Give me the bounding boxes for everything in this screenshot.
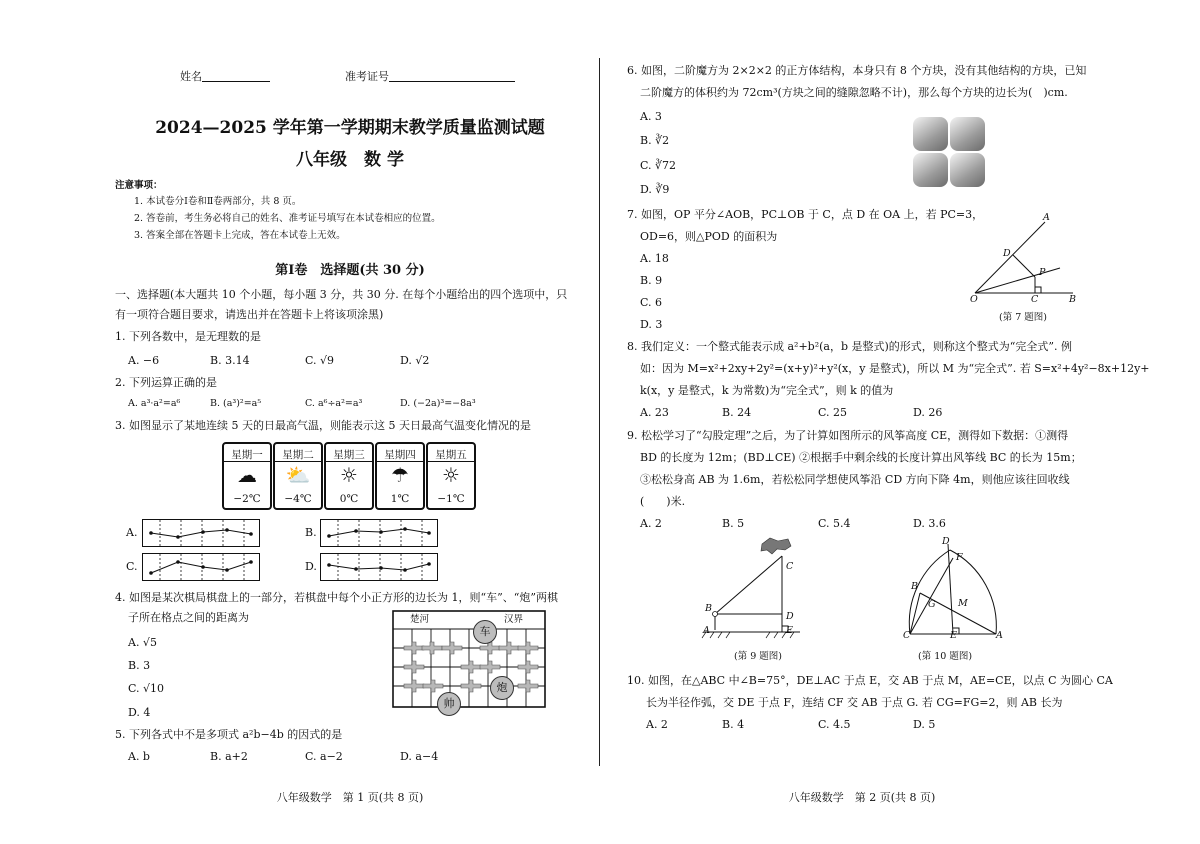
notice-title: 注意事项： <box>115 180 163 191</box>
question-7-stem-line: 7. 如图，OP 平分∠AOB，PC⊥OB 于 C，点 D 在 OA 上，若 PC=3， <box>627 208 984 221</box>
q6-option-a: A. 3 <box>640 110 662 123</box>
point-label: G <box>928 599 936 610</box>
name-field <box>180 70 270 82</box>
q2-option-c: C. a⁶÷a²=a³ <box>305 398 363 409</box>
q5-option-d: D. a−4 <box>400 750 439 763</box>
figure-9 <box>700 534 810 666</box>
question-9-line: ③松松身高 AB 为 1.6m，若松松同学想使风筝沿 CD 方向下降 4m，则他应该往回收线 <box>640 473 1070 486</box>
q6-option-b: B. ∛2 <box>640 134 670 147</box>
exam-title: 2024—2025 学年第一学期期末教学质量监测试题 <box>155 118 545 138</box>
q4-option-b: B. 3 <box>128 659 151 672</box>
q9-option-c: C. 5.4 <box>818 517 851 530</box>
question-10-line: 长为半径作弧，交 DE 于点 F，连结 CF 交 AB 于点 G. 若 CG=FG=2，则 AB 长为 <box>646 696 1063 709</box>
question-8-line: 如：因为 M=x²+2xy+2y²=(x+y)²+y²(x，y 是整式)，所以 M 为“完全式”. 若 S=x²+4y²−8x+12y+ <box>640 362 1150 375</box>
point-label: D <box>942 536 950 547</box>
question-9-line: BD 的长度为 12m；(BD⊥CE) ②根据手中剩余线的长度计算出风筝线 BC 的长为 15m； <box>640 451 1082 464</box>
name-label: 姓名 <box>180 70 202 83</box>
q10-option-d: D. 5 <box>913 718 936 731</box>
section-intro-line: 有一项符合题目要求，请选出并在答题卡上将该项涂黑) <box>115 308 384 321</box>
footer-left: 八年级数学 第 1 页(共 8 页) <box>276 791 424 804</box>
point-label: A <box>703 625 710 636</box>
question-10-line: 10. 如图，在△ABC 中∠B=75°，DE⊥AC 于点 E，交 AB 于点 M，AE=CE，以点 C 为圆心 CA <box>627 674 1113 687</box>
figure-7-caption: (第 7 题图) <box>999 312 1047 323</box>
point-label: B <box>1069 294 1076 305</box>
notice-item: 3. 答案全部在答题卡上完成，答在本试卷上无效。 <box>134 230 346 241</box>
point-label: D <box>786 611 794 622</box>
cube-block <box>913 117 948 151</box>
weather-day: 星期五 <box>435 449 467 461</box>
point-label: F <box>956 552 963 563</box>
q9-option-d: D. 3.6 <box>913 517 946 530</box>
rubiks-cube-image <box>913 117 985 187</box>
point-label: E <box>950 630 957 641</box>
point-label: C <box>786 561 794 572</box>
point-label: B <box>705 603 712 614</box>
q8-option-b: B. 24 <box>722 406 752 419</box>
angle-bisector-diagram <box>965 210 1085 308</box>
q3-option-d-label: D. <box>305 560 317 573</box>
question-2-stem: 2. 下列运算正确的是 <box>115 376 217 389</box>
point-label: E <box>786 625 793 636</box>
point-label: C <box>1031 294 1039 305</box>
q3-option-d-graph <box>320 553 438 581</box>
chess-board-figure <box>392 610 546 708</box>
q3-option-c-graph <box>142 553 260 581</box>
q3-option-b-label: B. <box>305 526 317 539</box>
q6-option-d: D. ∛9 <box>640 183 670 196</box>
q8-option-d: D. 26 <box>913 406 943 419</box>
page-divider <box>599 58 600 766</box>
point-label: B <box>911 581 918 592</box>
sun-icon: ☼ <box>442 463 460 487</box>
q7-option-b: B. 9 <box>640 274 663 287</box>
question-7-stem-line: OD=6，则△POD 的面积为 <box>640 230 778 243</box>
weather-separator <box>377 461 423 462</box>
q1-option-b: B. 3.14 <box>210 354 250 367</box>
weather-card-tue <box>273 442 323 510</box>
weather-card-fri <box>426 442 476 510</box>
question-3-stem: 3. 如图显示了某地连续 5 天的日最高气温，则能表示这 5 天日最高气温变化情况的是 <box>115 419 531 432</box>
question-4-stem-line: 4. 如图是某次棋局棋盘上的一部分，若棋盘中每个小正方形的边长为 1，则“车”、“炮”两棋 <box>115 591 558 604</box>
weather-day: 星期一 <box>231 449 263 461</box>
q10-option-a: A. 2 <box>646 718 668 731</box>
question-8-line: 8. 我们定义：一个整式能表示成 a²+b²(a，b 是整式)的形式，则称这个整式为“完全式”. 例 <box>627 340 1073 353</box>
line-graph <box>143 554 259 580</box>
q10-option-b: B. 4 <box>722 718 745 731</box>
q2-option-d: D. (−2a)³=−8a³ <box>400 398 476 409</box>
weather-separator <box>428 461 474 462</box>
figure-9-caption: (第 9 题图) <box>734 651 782 662</box>
q7-option-a: A. 18 <box>640 252 669 265</box>
figure-10-caption: (第 10 题图) <box>918 651 973 662</box>
question-6-stem-line: 6. 如图，二阶魔方为 2×2×2 的正方体结构，本身只有 8 个方块，没有其他结构的方块，已知 <box>627 64 1087 77</box>
exam-subtitle: 八年级 数 学 <box>296 150 404 170</box>
cube-block <box>950 117 985 151</box>
question-9-line: ( )米. <box>640 495 686 508</box>
weather-separator <box>275 461 321 462</box>
q8-option-c: C. 25 <box>818 406 848 419</box>
point-label: A <box>1043 212 1050 223</box>
line-graph <box>143 520 259 546</box>
board-right-label: 汉界 <box>504 614 524 625</box>
line-graph <box>321 554 437 580</box>
exam-id-label: 准考证号 <box>345 70 389 83</box>
weather-separator <box>326 461 372 462</box>
point-label: D <box>1003 248 1011 259</box>
point-label: M <box>958 598 968 609</box>
q1-option-a: A. −6 <box>128 354 160 367</box>
point-label: O <box>970 294 978 305</box>
notice-item: 1. 本试卷分Ⅰ卷和Ⅱ卷两部分，共 8 页。 <box>134 196 302 207</box>
q3-option-b-graph <box>320 519 438 547</box>
q7-option-c: C. 6 <box>640 296 663 309</box>
weather-card-mon <box>222 442 272 510</box>
section-title: 第Ⅰ卷 选择题(共 30 分) <box>275 263 425 278</box>
exam-id-blank <box>389 70 515 82</box>
weather-temp: −1℃ <box>437 493 465 505</box>
q2-option-b: B. (a³)²=a⁵ <box>210 398 262 409</box>
weather-card-wed <box>324 442 374 510</box>
figure-10 <box>898 534 1010 666</box>
weather-temp: −2℃ <box>233 493 261 505</box>
q1-option-c: C. √9 <box>305 354 335 367</box>
q3-option-c-label: C. <box>126 560 138 573</box>
kite-shape <box>761 538 791 554</box>
rain-icon: ☂ <box>391 463 409 487</box>
sun-icon: ☼ <box>340 463 358 487</box>
board-left-label: 楚河 <box>410 614 430 625</box>
question-5-stem: 5. 下列各式中不是多项式 a²b−4b 的因式的是 <box>115 728 343 741</box>
q10-option-c: C. 4.5 <box>818 718 851 731</box>
weather-day: 星期二 <box>282 449 314 461</box>
figure-7 <box>965 210 1085 325</box>
partly-cloudy-icon: ⛅ <box>285 463 311 487</box>
weather-temp: 0℃ <box>339 493 359 505</box>
exam-id-field <box>345 70 515 82</box>
cloud-icon: ☁ <box>237 463 257 487</box>
weather-day: 星期四 <box>384 449 416 461</box>
q8-option-a: A. 23 <box>640 406 669 419</box>
q3-option-a-graph <box>142 519 260 547</box>
chess-piece-pao: 炮 <box>490 676 514 700</box>
question-4-stem-line: 子所在格点之间的距离为 <box>128 611 249 624</box>
question-1-stem: 1. 下列各数中，是无理数的是 <box>115 330 261 343</box>
cube-block <box>913 153 948 187</box>
q4-option-d: D. 4 <box>128 706 151 719</box>
q2-option-a: A. a³·a²=a⁶ <box>128 398 181 409</box>
q7-option-d: D. 3 <box>640 318 663 331</box>
q3-option-a-label: A. <box>126 526 138 539</box>
q4-option-c: C. √10 <box>128 682 165 695</box>
name-blank <box>202 70 270 82</box>
chess-piece-shuai: 帅 <box>437 692 461 716</box>
chess-piece-che: 车 <box>473 620 497 644</box>
q9-option-b: B. 5 <box>722 517 745 530</box>
line-graph <box>321 520 437 546</box>
weather-card-thu <box>375 442 425 510</box>
q5-option-b: B. a+2 <box>210 750 248 763</box>
weather-separator <box>224 461 270 462</box>
notice-item: 2. 答卷前，考生务必将自己的姓名、准考证号填写在本试卷相应的位置。 <box>134 213 441 224</box>
q5-option-a: A. b <box>128 750 150 763</box>
point-label: A <box>996 630 1003 641</box>
cube-block <box>950 153 985 187</box>
question-6-stem-line: 二阶魔方的体积约为 72cm³(方块之间的缝隙忽略不计)，那么每个方块的边长为( )cm. <box>640 86 1068 99</box>
q6-option-c: C. ∛72 <box>640 159 677 172</box>
footer-right: 八年级数学 第 2 页(共 8 页) <box>788 791 936 804</box>
point-label: C <box>903 630 911 641</box>
q4-option-a: A. √5 <box>128 636 157 649</box>
q9-option-a: A. 2 <box>640 517 662 530</box>
point-label: P <box>1039 267 1046 278</box>
q1-option-d: D. √2 <box>400 354 430 367</box>
weather-temp: 1℃ <box>390 493 410 505</box>
q5-option-c: C. a−2 <box>305 750 343 763</box>
question-9-line: 9. 松松学习了“勾股定理”之后，为了计算如图所示的风筝高度 CE，测得如下数据：①测得 <box>627 429 1069 442</box>
weather-day: 星期三 <box>333 449 365 461</box>
question-8-line: k(x，y 是整式，k 为常数)为“完全式”，则 k 的值为 <box>640 384 894 397</box>
kite-diagram <box>700 534 810 642</box>
weather-temp: −4℃ <box>284 493 312 505</box>
section-intro-line: 一、选择题(本大题共 10 个小题，每小题 3 分，共 30 分. 在每个小题给出的四个选项中，只 <box>115 288 568 301</box>
